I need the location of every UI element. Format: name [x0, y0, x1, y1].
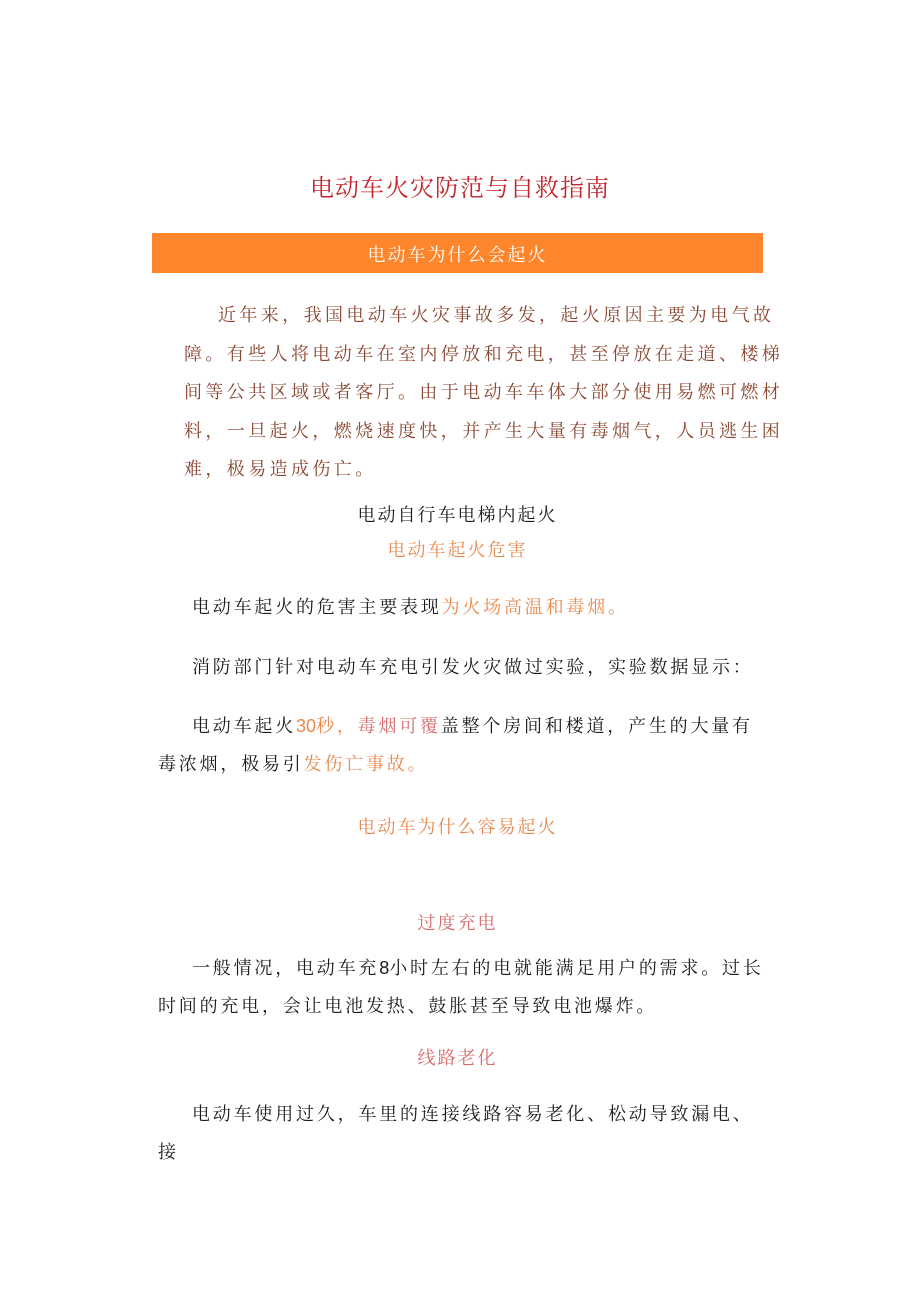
section-banner: 电动车为什么会起火	[152, 233, 763, 273]
smoke-paragraph	[158, 707, 768, 784]
aging-paragraph	[158, 1096, 768, 1172]
aging-text: 电动车使用过久，车里的连接线路容易老化、松动导致漏电、接	[158, 1104, 754, 1163]
image-caption: 电动自行车电梯内起火	[357, 505, 558, 526]
hazard-highlight: 为火场高温和毒烟。	[441, 597, 629, 618]
overcharge-heading: 过度充电	[417, 913, 498, 934]
experiment-paragraph	[158, 649, 768, 687]
hazard-text: 电动车起火的危害主要表现	[192, 597, 442, 618]
hazard-heading: 电动车起火危害	[387, 540, 528, 561]
hazard-paragraph	[158, 589, 768, 627]
overcharge-text-b: 小时左右的电就能满足用户的需求。过长时间的充电，会让电池发热、鼓胀甚至导致电池爆炸。	[158, 958, 764, 1017]
page-title: 电动车火灾防范与自救指南	[310, 174, 610, 202]
intro-text: 近年来，我国电动车火灾事故多发，起火原因主要为电气故障。有些人将电动车在室内停放和充电，甚至停放在走道、楼梯间等公共区域或者客厅。由于电动车车体大部分使用易燃可燃材料，一旦起火，燃烧速度快，并产生大量有毒烟气，人员逃生困难，极易造成伤亡。	[184, 305, 784, 480]
overcharge-text-a: 一般情况，电动车充	[192, 958, 380, 979]
smoke-text-a: 电动车起火	[192, 716, 296, 737]
why-heading: 电动车为什么容易起火	[357, 817, 558, 838]
overcharge-hours: 8	[379, 958, 390, 978]
smoke-seconds-unit: 秒，	[316, 716, 358, 737]
smoke-text-b: 盖整个房间和楼道，产生的大量有毒浓烟，极易引	[158, 716, 753, 775]
overcharge-paragraph	[158, 949, 768, 1026]
intro-paragraph	[184, 297, 784, 490]
experiment-text: 消防部门针对电动车充电引发火灾做过实验，实验数据显示：	[192, 657, 754, 678]
smoke-seconds-number: 30	[296, 716, 317, 736]
smoke-highlight-end: 发伤亡事故。	[303, 754, 429, 775]
smoke-highlight: 毒烟可覆	[357, 716, 441, 737]
aging-heading: 线路老化	[417, 1048, 498, 1069]
